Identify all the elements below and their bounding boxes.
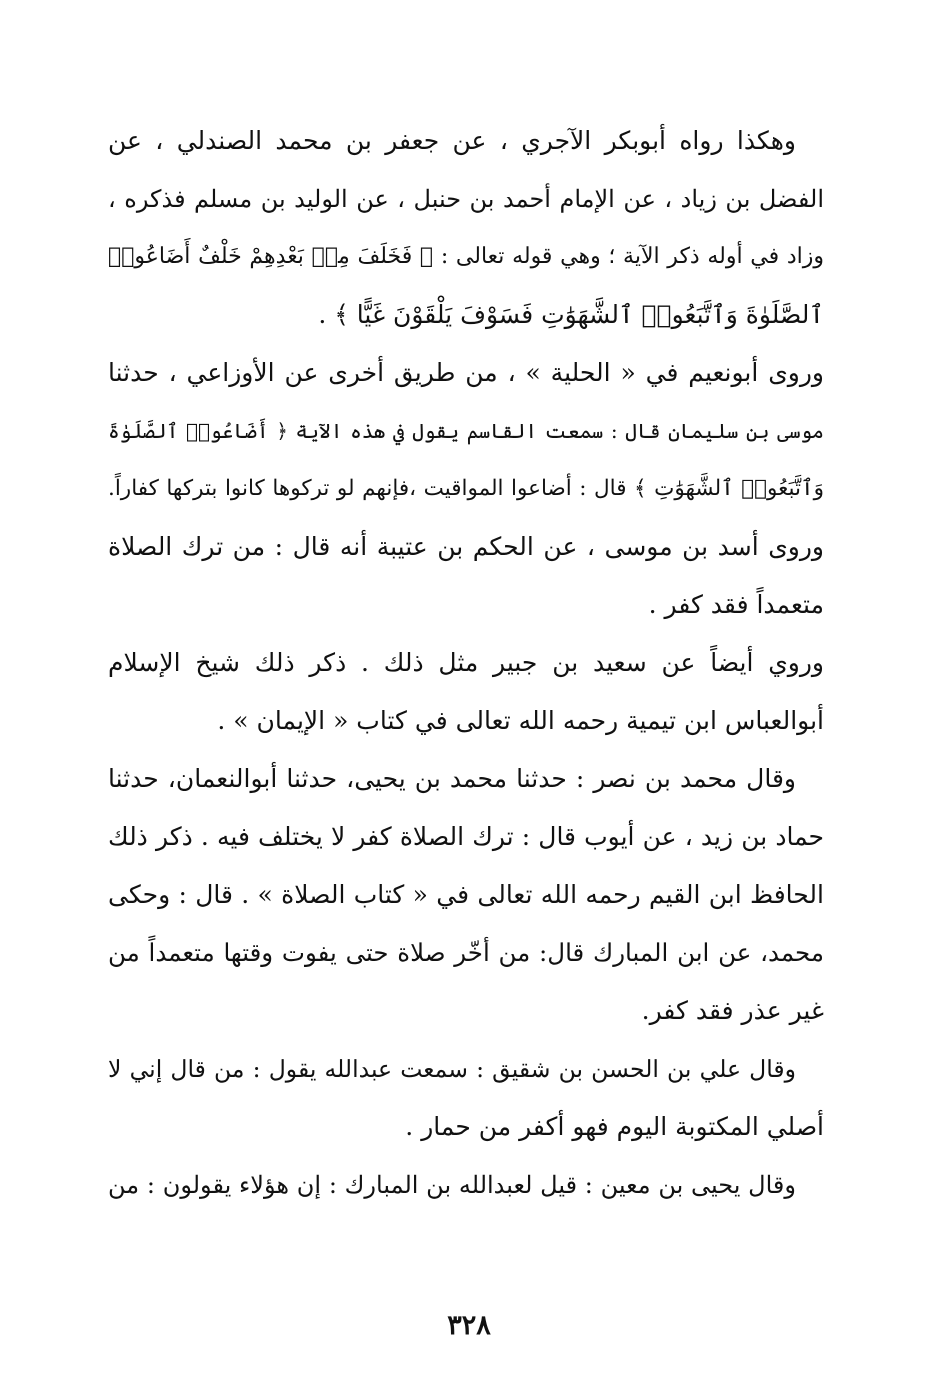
page-number: ٣٢٨	[447, 1310, 491, 1341]
text-line: وهكذا رواه أبوبكر الآجري ، عن جعفر بن محمد الصندلي ، عن	[108, 126, 796, 155]
text-line: الفضل بن زياد ، عن الإمام أحمد بن حنبل ، عن الوليد بن مسلم فذكره ،	[108, 185, 824, 213]
paragraph-4	[108, 634, 824, 750]
text-line: وزاد في أوله ذكر الآية ؛ وهي قوله تعالى : ﴿ فَخَلَفَ مِنۢ بَعْدِهِمْ خَلْفٌ أَضَاعُوا۟	[108, 244, 824, 269]
text-line: أصلي المكتوبة اليوم فهو أكفر من حمار .	[405, 1112, 824, 1141]
paragraph-3	[108, 518, 824, 634]
text-line: غير عذر فقد كفر.	[641, 996, 824, 1025]
text-line: محمد، عن ابن المبارك قال: من أخّر صلاة حتى يفوت وقتها متعمداً من	[108, 938, 824, 967]
text-line: وروي أيضاً عن سعيد بن جبير مثل ذلك . ذكر ذلك شيخ الإسلام	[108, 648, 824, 677]
text-line: وقال يحيى بن معين : قيل لعبدالله بن المبارك : إن هؤلاء يقولون : من	[108, 1171, 796, 1199]
text-line: وقال علي بن الحسن بن شقيق : سمعت عبدالله يقول : من قال إني لا	[108, 1055, 796, 1083]
text-line: وروى أسد بن موسى ، عن الحكم بن عتيبة أنه قال : من ترك الصلاة	[108, 532, 824, 561]
paragraph-6	[108, 1040, 824, 1156]
text-line: متعمداً فقد كفر .	[648, 590, 824, 619]
text-line: ٱلصَّلَوٰةَ وَٱتَّبَعُوا۟ ٱلشَّهَوَٰتِ فَسَوْفَ يَلْقَوْنَ غَيًّا ﴾ .	[318, 300, 824, 329]
text-line: الحافظ ابن القيم رحمه الله تعالى في « كتاب الصلاة » . قال : وحكى	[108, 880, 824, 909]
text-line: وقال محمد بن نصر : حدثنا محمد بن يحيى، حدثنا أبوالنعمان، حدثنا	[108, 764, 796, 793]
paragraph-7	[108, 1156, 824, 1214]
paragraph-5	[108, 750, 824, 1040]
text-line: موسى بن سليمان قال : سمعت القاسم يقول في هذه الآية ﴿ أَضَاعُوا۟ ٱلصَّلَوٰةَ	[108, 419, 824, 443]
text-line: وَٱتَّبَعُوا۟ ٱلشَّهَوَٰتِ ﴾ قال : أضاعوا المواقيت ،فإنهم لو تركوها كانوا بتركها كفاراً.	[108, 476, 824, 501]
text-line: وروى أبونعيم في « الحلية » ، من طريق أخرى عن الأوزاعي ، حدثنا	[108, 358, 824, 387]
text-line: حماد بن زيد ، عن أيوب قال : ترك الصلاة كفر لا يختلف فيه . ذكر ذلك	[108, 822, 824, 851]
page-body	[108, 112, 824, 1214]
text-line: أبوالعباس ابن تيمية رحمه الله تعالى في كتاب « الإيمان » .	[217, 706, 824, 735]
paragraph-1	[108, 112, 824, 344]
paragraph-2	[108, 344, 824, 518]
